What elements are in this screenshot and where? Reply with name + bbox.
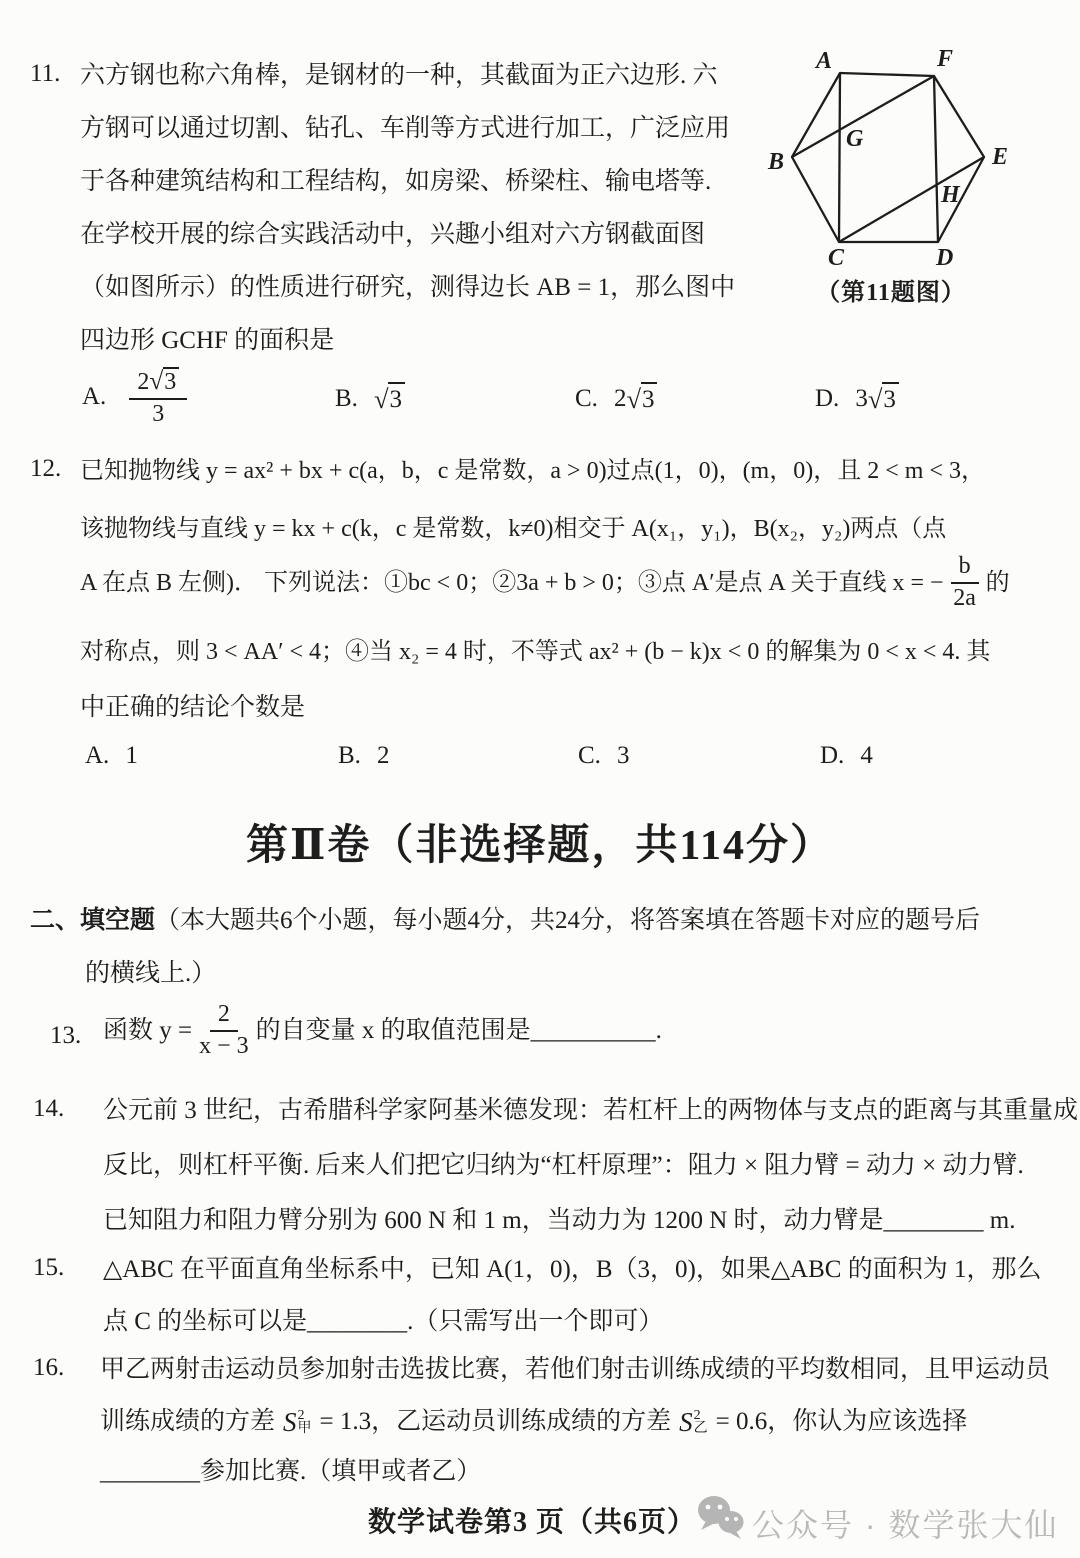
fraction-numerator <box>129 367 187 400</box>
radical-sign: √ <box>373 384 389 414</box>
q11-option-b <box>335 382 405 416</box>
radical-sign: √ <box>149 365 164 395</box>
radicand: 3 <box>641 382 658 416</box>
q16-line-2 <box>100 1396 967 1448</box>
q16-line-3: ________参加比赛.（填甲或者乙） <box>100 1458 482 1485</box>
q14-line-2: 反比，则杠杆平衡. 后来人们把它归纳为“杠杆原理”：阻力 × 阻力臂 = 动力 × 动力臂. <box>103 1152 1024 1179</box>
coefficient: 2 <box>137 368 150 395</box>
q16-text-tail: = 0.6，你认为应该选择 <box>715 1408 968 1435</box>
q14-number: 14. <box>33 1095 65 1122</box>
q13-line <box>103 994 662 1068</box>
q12-line-1: 已知抛物线 y = ax² + bx + c(a，b，c 是常数，a > 0)过点(1，0)，(m，0)，且 2 < m < 3， <box>80 458 985 484</box>
q12-option-a <box>85 740 138 772</box>
option-a-value: 1 <box>125 742 138 769</box>
q12-line-3-tail: 的 <box>985 570 1010 596</box>
q12-number: 12. <box>30 455 62 482</box>
vertex-label-b: B <box>768 149 785 175</box>
section-label: 二、填空题 <box>30 907 156 934</box>
coefficient: 3 <box>855 385 868 412</box>
vertex-label-c: C <box>828 245 845 271</box>
option-b-label: B. <box>338 742 361 769</box>
q11-line-6: 四边形 GCHF 的面积是 <box>80 327 335 354</box>
q12-option-d <box>820 740 873 772</box>
fraction-numerator: b <box>951 554 979 584</box>
s-base: S <box>679 1407 693 1437</box>
hexagon-lines <box>792 73 984 242</box>
q16-text-mid: = 1.3，乙运动员训练成绩的方差 <box>319 1408 672 1435</box>
q11-option-c <box>575 382 657 416</box>
option-c-label: C. <box>575 385 598 412</box>
q12-line-3-text: A 在点 B 左侧)． 下列说法：①bc < 0；②3a + b > 0；③点 A′是点 A 关于直线 x = − <box>80 570 944 596</box>
q11-line-4: 在学校开展的综合实践活动中，兴趣小组对六方钢截面图 <box>80 221 706 248</box>
q13-text: 函数 y = <box>103 1017 193 1044</box>
section-instructions: （本大题共6个小题，每小题4分，共24分，将答案填在答题卡对应的题号后 <box>155 907 981 934</box>
q11-line-1: 六方钢也称六角棒，是钢材的一种，其截面为正六边形. 六 <box>80 62 718 89</box>
fraction-denominator: 2a <box>953 585 976 611</box>
fraction-numerator: 2 <box>210 1002 238 1032</box>
point-label-g: G <box>846 126 864 152</box>
q15-number: 15. <box>33 1254 65 1281</box>
s-superscript: 2 <box>693 1408 701 1423</box>
radical-sign: √ <box>867 384 883 414</box>
footer-page-number: 数学试卷第3 页（共6页） <box>368 1507 697 1538</box>
q13-answer-blank: __________ <box>530 1017 656 1044</box>
q16-number: 16. <box>33 1354 65 1381</box>
fraction-denominator: x − 3 <box>199 1033 249 1059</box>
q11-option-d <box>815 382 899 416</box>
figure-caption: （第11题图） <box>816 280 966 306</box>
radicand: 3 <box>163 367 179 395</box>
q15-line-2: 点 C 的坐标可以是________.（只需写出一个即可） <box>103 1308 664 1335</box>
vertex-label-e: E <box>992 144 1009 170</box>
s-base: S <box>283 1407 297 1437</box>
option-c-label: C. <box>578 742 601 769</box>
q11-line-2: 方钢可以通过切割、钻孔、车削等方式进行加工，广泛应用 <box>80 115 731 142</box>
point-label-h: H <box>941 182 960 208</box>
option-d-label: D. <box>815 385 840 412</box>
diagonal-ac <box>839 73 840 242</box>
option-a-label: A. <box>82 383 107 410</box>
q13-fraction <box>199 1002 249 1060</box>
fill-in-section-header-line-2: 的横线上.） <box>85 960 217 987</box>
q12-line-3 <box>80 552 1010 614</box>
q16-line-1: 甲乙两射击运动员参加射击选拔比赛，若他们射击训练成绩的平均数相同，且甲运动员 <box>100 1356 1051 1383</box>
q12-line-2: 该抛物线与直线 y = kx + c(k，c 是常数，k≠0)相交于 A(x₁，y₁)，B(x₂，y₂)两点（点 <box>80 516 947 542</box>
radical-sign: √ <box>626 384 641 414</box>
wechat-icon <box>694 1490 748 1546</box>
q13-text-tail: 的自变量 x 的取值范围是 <box>255 1017 531 1044</box>
q13-number: 13. <box>50 1022 82 1049</box>
watermark: 公众号 · 数学张大仙 <box>752 1507 1059 1543</box>
q16-text: 训练成绩的方差 <box>100 1408 276 1435</box>
option-a-label: A. <box>85 742 110 769</box>
option-d-label: D. <box>820 742 845 769</box>
q12-line-5: 中正确的结论个数是 <box>80 694 306 721</box>
q11-number: 11. <box>30 60 61 87</box>
s-subscript: 乙 <box>693 1421 708 1436</box>
fraction-denominator: 3 <box>152 400 165 427</box>
q11-line-5: （如图所示）的性质进行研究，测得边长 AB = 1，那么图中 <box>80 274 736 301</box>
radicand: 3 <box>882 382 899 416</box>
q12-line-4: 对称点，则 3 < AA′ < 4；④当 x₂ = 4 时，不等式 ax² + (b − k)x < 0 的解集为 0 < x < 4. 其 <box>80 639 991 665</box>
s-scripts <box>694 1409 708 1435</box>
q13-period: . <box>655 1017 662 1044</box>
q15-line-1: △ABC 在平面直角坐标系中，已知 A(1，0)，B（3，0)，如果△ABC 的面积为 1，那么 <box>103 1256 1042 1283</box>
option-a-fraction <box>129 367 187 428</box>
q11-hexagon-figure <box>756 38 1026 273</box>
coefficient: 2 <box>613 385 627 412</box>
vertex-label-d: D <box>936 245 954 271</box>
section-2-title: 第Ⅱ卷（非选择题，共114分） <box>245 823 835 869</box>
variance-symbol-jia <box>283 1406 312 1438</box>
fill-in-section-header <box>30 905 980 937</box>
s-subscript: 甲 <box>297 1421 312 1436</box>
diagonal-fd <box>934 76 938 242</box>
q11-line-3: 于各种建筑结构和工程结构，如房梁、桥梁柱、输电塔等. <box>80 168 712 195</box>
s-scripts <box>298 1409 312 1435</box>
radicand: 3 <box>388 382 405 416</box>
vertex-label-a: A <box>816 48 833 74</box>
q14-line-3: 已知阻力和阻力臂分别为 600 N 和 1 m，当动力为 1200 N 时，动力臂是________ m. <box>103 1207 1016 1234</box>
option-b-label: B. <box>335 385 358 412</box>
option-d-value: 4 <box>860 742 873 769</box>
q14-line-1: 公元前 3 世纪，古希腊科学家阿基米德发现：若杠杆上的两物体与支点的距离与其重量成 <box>103 1097 1079 1124</box>
vertex-label-f: F <box>937 46 954 72</box>
q12-option-b <box>338 740 389 772</box>
option-c-value: 3 <box>616 742 630 769</box>
q11-option-a <box>82 358 194 436</box>
q12-option-c <box>578 740 629 772</box>
option-b-value: 2 <box>376 742 390 769</box>
variance-symbol-yi <box>679 1406 708 1438</box>
s-superscript: 2 <box>297 1408 305 1423</box>
hexagon-outline <box>792 73 984 242</box>
q12-fraction <box>951 554 979 612</box>
